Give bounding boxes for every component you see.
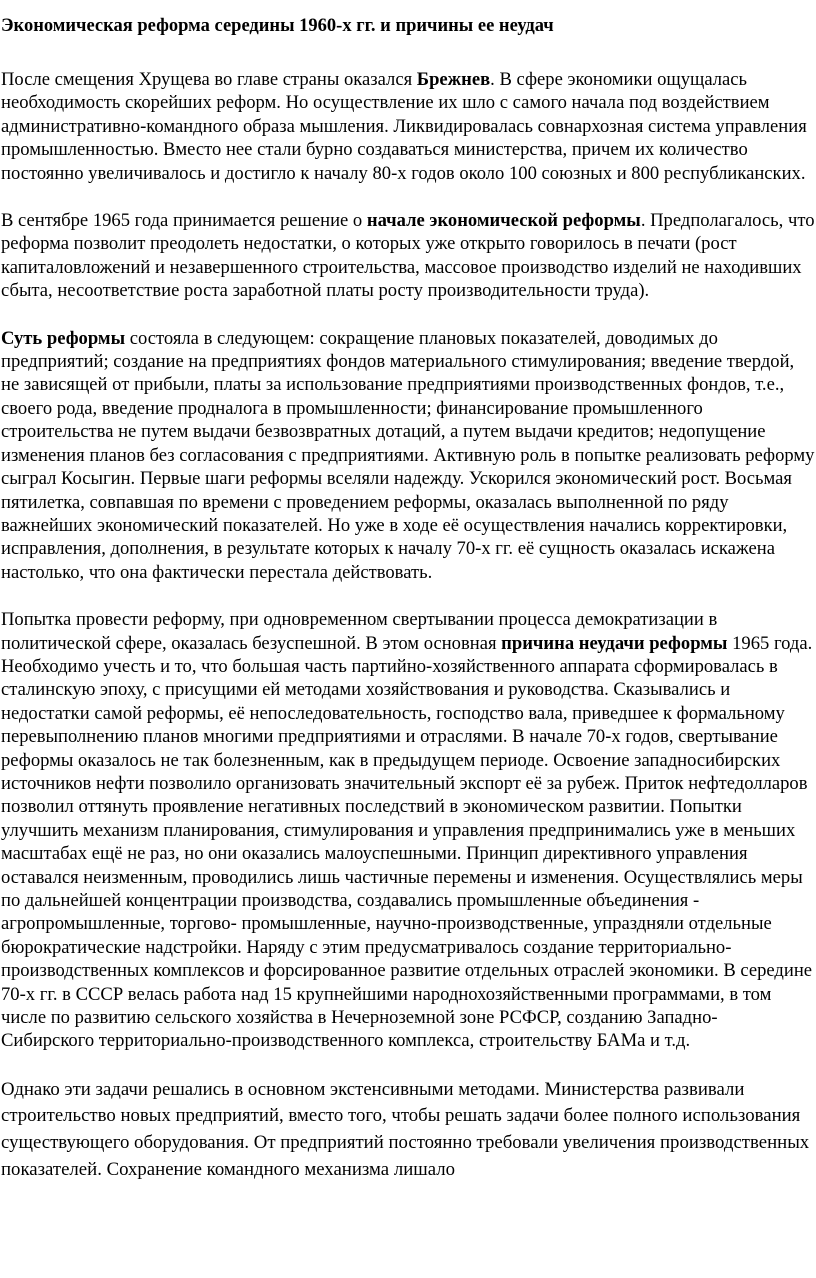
paragraph-text: . Предполагалось, что реформа позволит преодолеть недостатки, о которых уже открыто говорилось в печати (рост капиталовложений и незавершенного строительства, массовое производство изделий не находивших сбыта, несоответствие роста заработной платы росту производительности труда). <box>1 210 815 302</box>
paragraph-failure-reasons <box>1 608 815 1053</box>
paragraph-text: . В сфере экономики ощущалась необходимость скорейших реформ. Но осуществление их шло с самого начала под воздействием административно-командного образа мышления. Ликвидировалась совнархозная система управления промышленностью. Вместо нее стали бурно создаваться министерства, причем их количество постоянно увеличивалось и достигло к началу 80-х годов около 100 союзных и 800 республиканских. <box>1 69 807 184</box>
bold-term-brezhnev: Брежнев <box>416 69 491 90</box>
paragraph-reform-start <box>1 209 815 303</box>
paragraph-extensive-methods <box>1 1077 815 1183</box>
bold-term-reform-essence: Суть реформы <box>1 327 126 349</box>
bold-term-reform-start: начале экономической реформы <box>366 210 641 232</box>
paragraph-text: В сентябре 1965 года принимается решение о <box>1 210 367 232</box>
bold-term-failure-reason: причина неудачи реформы <box>501 632 728 654</box>
paragraph-text: Однако эти задачи решались в основном экстенсивными методами. Министерства развивали строительство новых предприятий, вместо того, чтобы решать задачи более полного использования существующего оборудования. От предприятий постоянно требовали увеличения производственных показателей. Сохранение командного механизма лишало <box>1 1078 810 1180</box>
paragraph-reform-essence <box>1 327 815 584</box>
paragraph-brezhnev <box>1 68 815 185</box>
document-title: Экономическая реформа середины 1960-х гг. и причины ее неудач <box>1 16 554 36</box>
paragraph-text: 1965 года. Необходимо учесть и то, что большая часть партийно-хозяйственного аппарата сформировалась в сталинскую эпоху, с присущими ей методами хозяйствования и руководства. Сказывались и недостатки самой реформы, её непоследовательность, господство вала, приведшее к формальному перевыполнению планов многими предприятиями и отраслями. В начале 70-х годов, свертывание реформы оказалось не так болезненным, как в предыдущем периоде. Освоение западносибирских источников нефти позволило организовать значительный экспорт её за рубеж. Приток нефтедолларов позволил оттянуть проявление негативных последствий в экономическом развитии. Попытки улучшить механизм планирования, стимулирования и управления предпринимались уже в меньших масштабах ещё не раз, но они оказались малоуспешными. Принцип директивного управления оставался неизменным, проводились лишь частичные перемены и изменения. Осуществлялись меры по дальнейшей концентрации производства, создавались промышленные объединения - агропромышленные, торгово- промышленные, научно-производственные, упраздняли отдельные бюрократические надстройки. Наряду с этим предусматривалось создание территориально-производственных комплексов и форсированное развитие отдельных отраслей экономики. В середине 70-х гг. в СССР велась работа над 15 крупнейшими народнохозяйственными программами, в том числе по развитию сельского хозяйства в Нечерноземной зоне РСФСР, созданию Западно- Сибирского территориально-производственного комплекса, строительству БАМа и т.д. <box>1 632 813 1052</box>
paragraph-text: После смещения Хрущева во главе страны оказался <box>1 69 417 90</box>
paragraph-text: состояла в следующем: сокращение плановых показателей, доводимых до предприятий; создание на предприятиях фондов материального стимулирования; введение твердой, не зависящей от прибыли, платы за использование предприятиями производственных фондов, т.е., своего рода, введение продналога в промышленности; финансирование промышленного строительства не путем выдачи безвозвратных дотаций, а путем выдачи кредитов; недопущение изменения планов без согласования с предприятиями. Активную роль в попытке реализовать реформу сыграл Косыгин. Первые шаги реформы вселяли надежду. Ускорился экономический рост. Восьмая пятилетка, совпавшая по времени с проведением реформы, оказалась выполненной по ряду важнейших экономический показателей. Но уже в ходе её осуществления начались корректировки, исправления, дополнения, в результате которых к началу 70-х гг. её сущность оказалась искажена настолько, что она фактически перестала действовать. <box>1 327 815 583</box>
paragraph-text: Попытка провести реформу, при одновременном свертывании процесса демократизации в политической сфере, оказалась безуспешной. В этом основная <box>1 609 718 654</box>
